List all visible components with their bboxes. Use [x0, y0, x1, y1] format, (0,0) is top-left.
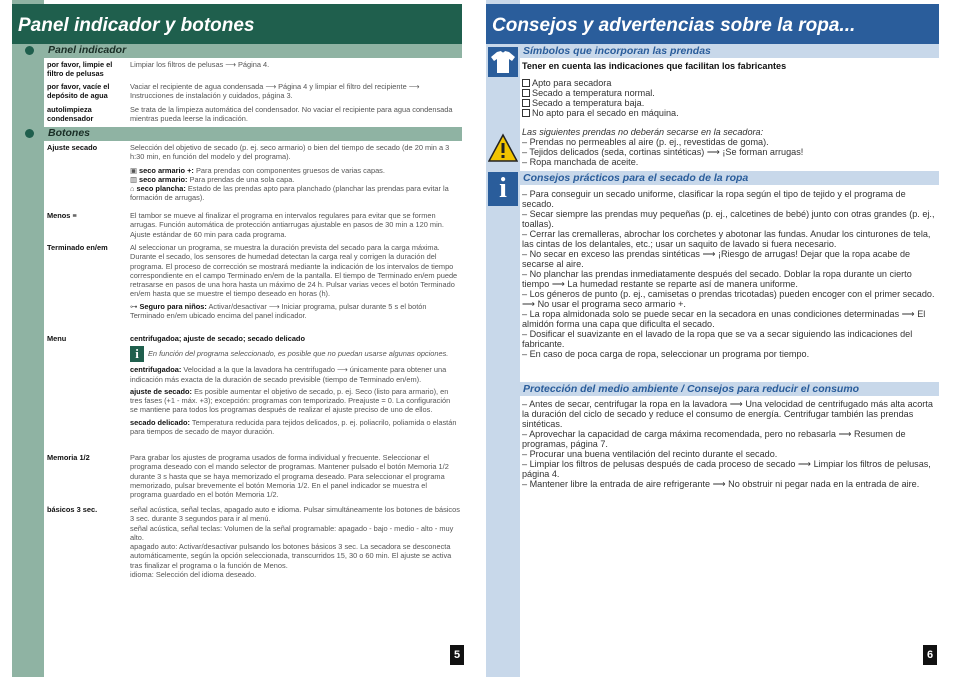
- basicos-line: señal acústica, señal teclas: Volumen de la señal programable: apagado - bajo - medio - alto - muy alto.: [130, 523, 454, 542]
- warning-item: – Tejidos delicados (seda, cortinas sintéticas) ⟶ ¡Se forman arrugas!: [522, 147, 804, 157]
- shirt-icon: ▣: [130, 165, 137, 175]
- row-key: Ajuste secado: [47, 143, 98, 152]
- item-bold: centrifugadoa:: [130, 365, 182, 375]
- terminado-desc: Al seleccionar un programa, se muestra la duración prevista del secado para la carga máxima. Durante el secado, los sensores de humedad detectan la carga real y corrigen la duración del programa. El proceso de corrección se mostrará mediante la indicación de los intervalos de tiempo correspondiente en el campo Terminado en/em de la pantalla. El tiempo de Terminado en/em puede retrasarse en pasos de una hora hasta un máximo de 24 h. Pulsar varias veces el botón Terminado en/em hasta que se muestre el tiempo deseado en horas (h).: [130, 243, 458, 299]
- item-text: Para prendas con componentes gruesos de varias capas.: [193, 165, 385, 175]
- item-text: Es posible aumentar el objetivo de secado, p. ej. Seco (listo para armario), en tres fases (+1 - máx. +3); excepción: programas con temporizado. Preajuste = 0. La configuración se mantiene para todos los programas después de realizar el ajuste preciso de uno de ellos.: [130, 386, 451, 415]
- basicos-line: idioma: Selección del idioma deseado.: [130, 570, 257, 580]
- basicos-line: señal acústica, señal teclas, apagado auto e idioma. Pulsar simultáneamente los botones de básicos 3 sec. durante 3 segundos para ir al menú.: [130, 505, 460, 524]
- right-sidebar: [486, 0, 520, 677]
- item-text: Temperatura reducida para tejidos delicados, p. ej. poliacrilo, poliamida o elastán para tiempos de secado de mayor duración.: [130, 417, 457, 437]
- row-value: [130, 505, 460, 579]
- row-key: autolimpieza condensador: [47, 105, 94, 124]
- section-medio-ambiente: [520, 382, 939, 396]
- item-bold: ajuste de secado:: [130, 386, 193, 396]
- warning-intro: Las siguientes prendas no deberán secarse en la secadora:: [522, 127, 764, 137]
- right-page-title: Consejos y advertencias sobre la ropa...: [492, 15, 856, 36]
- right-page: [486, 0, 954, 677]
- tip-item: – En caso de poca carga de ropa, seleccionar un programa por tiempo.: [522, 349, 810, 359]
- tips-list: [522, 189, 939, 359]
- menos-icon: ≡: [72, 211, 77, 220]
- tip-item: – No planchar las prendas inmediatamente después del secado. Doblar la ropa durante un cierto tiempo ⟶ La humedad restante se reparte así de manera uniforme.: [522, 269, 912, 289]
- page-number: 5: [450, 645, 464, 665]
- row-value: [130, 243, 460, 320]
- symbol-text: No apto para el secado en máquina.: [532, 108, 679, 118]
- section-title: Símbolos que incorporan las prendas: [523, 45, 711, 57]
- indicator-row: [47, 105, 459, 125]
- tip-item: – Secar siempre las prendas muy pequeñas (p. ej., calcetines de bebé) junto con otras grandes (p. ej., toallas).: [522, 209, 935, 229]
- key-icon: ⊶: [130, 301, 138, 311]
- row-value: Vaciar el recipiente de agua condensada ⟶ Página 4 y limpiar el filtro del recipiente ⟶ Instrucciones de instalación y cuidados, página 3.: [130, 82, 420, 101]
- warning-block: [522, 127, 939, 167]
- indicator-row: [47, 82, 459, 102]
- left-header: [12, 4, 462, 44]
- tip-item: – La ropa almidonada solo se puede secar en la secadora en unas condiciones determinadas ⟶ El almidón forma una capa que dificulta el secado.: [522, 309, 926, 329]
- info-icon: i: [488, 172, 518, 206]
- left-sidebar: [12, 0, 44, 677]
- env-item: – Antes de secar, centrifugar la ropa en la lavadora ⟶ Una velocidad de centrifugado más alta acorta la duración del ciclo de secado y reduce el consumo de energía. Centrifugar también las prendas sintéticas.: [522, 399, 933, 429]
- item-text: Estado de las prendas apto para planchado (planchar las prendas para evitar la formación de arrugas).: [130, 184, 449, 203]
- tip-item: – Para conseguir un secado uniforme, clasificar la ropa según el tipo de tejido y el programa de secado.: [522, 189, 906, 209]
- row-key: [47, 211, 127, 220]
- row-key: Terminado en/em: [47, 243, 108, 252]
- item-bold: seco armario +:: [139, 165, 194, 175]
- symbols-subtitle: Tener en cuenta las indicaciones que facilitan los fabricantes: [522, 61, 787, 71]
- iron-icon: ⌂: [130, 184, 135, 194]
- row-value: [130, 334, 460, 436]
- dots-symbol-icon: [522, 89, 530, 97]
- crossed-symbol-icon: [522, 109, 530, 117]
- shirt-icon: [488, 47, 518, 77]
- square-symbol-icon: [522, 79, 530, 87]
- page-number: 6: [923, 645, 937, 665]
- warning-item: – Prendas no permeables al aire (p. ej., revestidas de goma).: [522, 137, 769, 147]
- menu-options: centrifugadoa; ajuste de secado; secado delicado: [130, 334, 305, 343]
- item-text: Velocidad a la que la lavadora ha centrifugado ⟶ únicamente para obtener una indicación más exacta de la duración de secado previsible (tiempo de Terminado en/em).: [130, 365, 447, 384]
- item-text: Para prendas de una sola capa.: [187, 174, 295, 184]
- symbol-text: Secado a temperatura baja.: [532, 98, 645, 108]
- section-title: Protección del medio ambiente / Consejos para reducir el consumo: [523, 383, 860, 395]
- item-bold: Seguro para niños:: [139, 301, 207, 311]
- right-header: [486, 4, 939, 44]
- env-item: – Aprovechar la capacidad de carga máxima recomendada, pero no rebasarla ⟶ Resumen de programas, página 7.: [522, 429, 906, 449]
- tip-item: – Dosificar el suavizante en el lavado de la ropa que se va a secar siguiendo las indicaciones del fabricante.: [522, 329, 913, 349]
- row-key: Memoria 1/2: [47, 453, 90, 462]
- ajuste-desc: Selección del objetivo de secado (p. ej. seco armario) o bien del tiempo de secado (de 20 min a 3 h:30 min, en función del modelo y del programa).: [130, 143, 450, 162]
- section-consejos: [520, 171, 939, 185]
- indicator-row: [47, 60, 459, 80]
- row-key: por favor, limpie el filtro de pelusas: [47, 60, 113, 79]
- section-title: Botones: [48, 127, 90, 139]
- section-panel-indicador: [44, 44, 462, 58]
- section-title: Consejos prácticos para el secado de la ropa: [523, 172, 749, 184]
- row-value: El tambor se mueve al finalizar el programa en intervalos regulares para evitar que se formen arrugas. Función automática de protección antiarrugas ajustable en pasos de 30 min a 120 min. Ajuste estándar de 60 min para cada programa.: [130, 211, 444, 239]
- item-bold: secado delicado:: [130, 417, 190, 427]
- info-icon: i: [130, 346, 144, 362]
- tip-item: – Cerrar las cremalleras, abrochar los corchetes y abotonar las fundas. Anudar los cinturones de tela, las cintas de los delantales, etc.; usar un saquito de lavado si fuera necesario.: [522, 229, 931, 249]
- env-item: – Limpiar los filtros de pelusas después de cada proceso de secado ⟶ Limpiar los filtros de pelusas, página 4.: [522, 459, 931, 479]
- env-list: [522, 399, 939, 489]
- section-title: Panel indicador: [48, 44, 127, 56]
- tip-item: – Los géneros de punto (p. ej., camisetas o prendas tricotadas) pueden encoger con el primer secado. ⟶ No usar el programa seco armario +.: [522, 289, 935, 309]
- section-bullet-icon: [25, 46, 34, 55]
- basicos-line: apagado auto: Activar/desactivar pulsando los botones básicos 3 sec. La secadora se desconecta automáticamente, según la opción seleccionada, transcurridos 15, 30 o 60 min. El ajuste se activa tras finalizar el programa o la función de Menos.: [130, 542, 452, 570]
- wardrobe-icon: ▥: [130, 174, 137, 184]
- left-page-title: Panel indicador y botones: [18, 15, 255, 36]
- row-value: Para grabar los ajustes de programa usados de forma individual y frecuente. Seleccionar el programa deseado con el mando selector de programas. Mantener pulsado el botón Memoria 1/2 durante 3 s hasta que se haya memorizado el programa deseado. Para seleccionar el programa memorizado, pulsar brevemente el botón Memoria 1/2. En el panel indicador se muestra el programa guardado en el botón Memoria 1/2.: [130, 453, 449, 500]
- symbol-text: Apto para secadora: [532, 78, 612, 88]
- row-key: Menu: [47, 334, 67, 343]
- row-value: [130, 143, 460, 203]
- section-simbolos: [520, 44, 939, 58]
- env-item: – Procurar una buena ventilación del recinto durante el secado.: [522, 449, 778, 459]
- dot-symbol-icon: [522, 99, 530, 107]
- warning-icon: [488, 133, 518, 163]
- row-value: Limpiar los filtros de pelusas ⟶ Página 4.: [130, 60, 270, 69]
- symbols-list: [522, 78, 939, 118]
- menos-label: Menos: [47, 211, 71, 220]
- item-text: Activar/desactivar ⟶ Iniciar programa, pulsar durante 5 s el botón Terminado en/em ubicado encima del panel indicador.: [130, 301, 427, 321]
- row-key: básicos 3 sec.: [47, 505, 98, 514]
- env-item: – Mantener libre la entrada de aire refrigerante ⟶ No obstruir ni pegar nada en la entrada de aire.: [522, 479, 920, 489]
- left-page: [0, 0, 466, 677]
- item-bold: seco armario:: [139, 174, 188, 184]
- row-key: por favor, vacíe el depósito de agua: [47, 82, 110, 101]
- item-bold: seco plancha:: [136, 184, 186, 194]
- warning-item: – Ropa manchada de aceite.: [522, 157, 639, 167]
- symbol-text: Secado a temperatura normal.: [532, 88, 655, 98]
- menu-note: En función del programa seleccionado, es posible que no puedan usarse algunas opciones.: [148, 349, 449, 359]
- tip-item: – No secar en exceso las prendas sintéticas ⟶ ¡Riesgo de arrugas! Dejar que la ropa acabe de secarse al aire.: [522, 249, 911, 269]
- row-value: Se trata de la limpieza automática del condensador. No vaciar el recipiente para agua condensada mientras pueda leerse la indicación.: [130, 105, 453, 124]
- section-botones: [44, 127, 462, 141]
- section-bullet-icon: [25, 129, 34, 138]
